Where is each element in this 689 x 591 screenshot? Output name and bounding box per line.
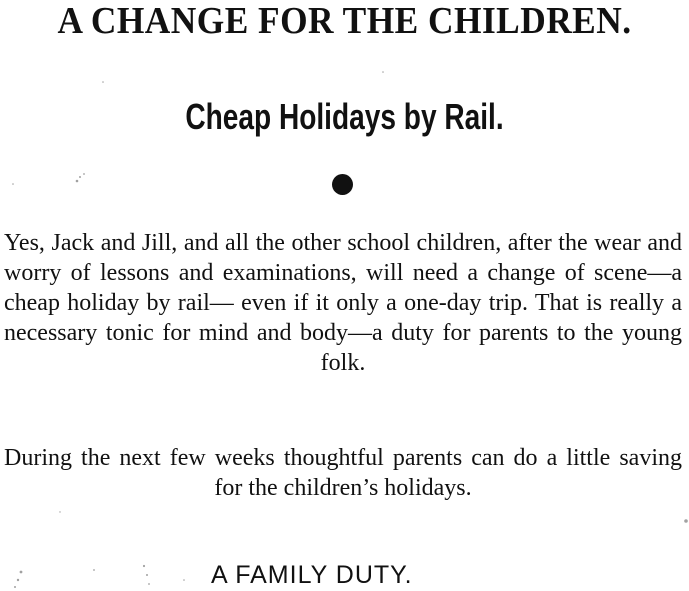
bullet-ornament — [332, 174, 353, 195]
section-heading: A FAMILY DUTY. — [211, 561, 413, 589]
headline: A CHANGE FOR THE CHILDREN. — [57, 0, 632, 42]
body-paragraph-1: Yes, Jack and Jill, and all the other school children, after the wear and worry of lessons and examinations, will need a change of scene—a cheap holiday by rail— even if it only a one-day trip. That is really a necessary tonic for mind and body—a duty for parents to the young folk. — [4, 230, 682, 376]
subheadline: Cheap Holidays by Rail. — [185, 96, 504, 137]
body-paragraph-2: During the next few weeks thoughtful parents can do a little saving for the children’s holidays. — [4, 445, 682, 501]
